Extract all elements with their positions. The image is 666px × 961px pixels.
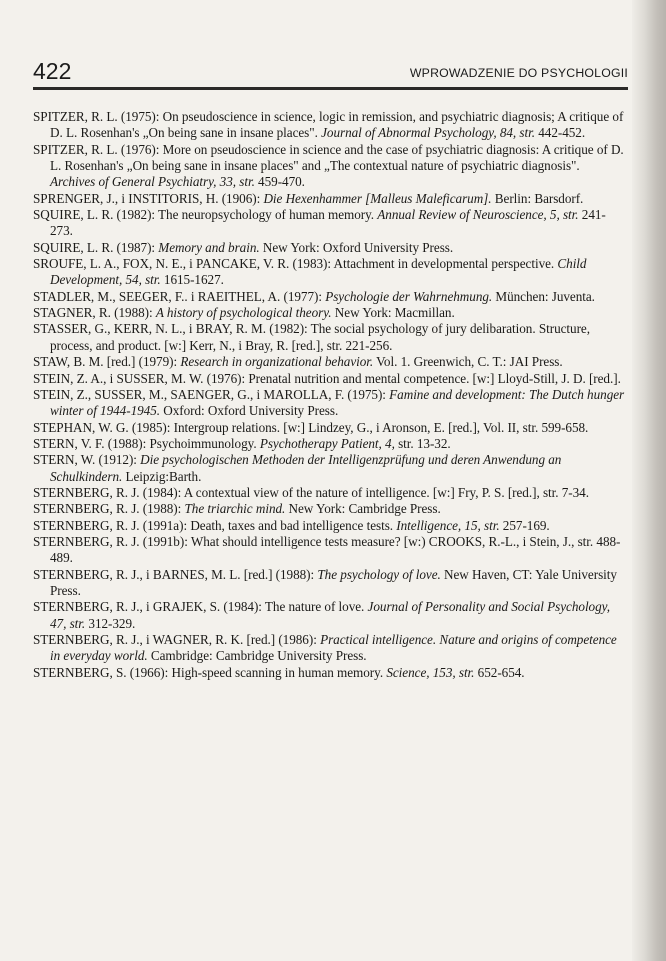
reference-entry [33,256,627,289]
reference-entry [33,518,627,534]
reference-text: SPITZER, R. L. (1975): On pseudoscience in science, logic in remission, and psychiatric diagnosis; A critique of D. L. Rosenhan's „On being sane in insane places". [33,109,624,141]
reference-text: STERNBERG, S. (1966): High-speed scanning in human memory. [33,664,387,680]
reference-text: STERNBERG, R. J. (1988): [33,501,185,517]
reference-text: STEIN, Z. A., i SUSSER, M. W. (1976): Prenatal nutrition and mental competence. [w:] Lloyd-Still, J. D. [red.]. [33,370,621,386]
reference-details: 1615-1627. [160,272,224,288]
reference-list [33,109,627,681]
reference-entry [33,354,627,370]
reference-entry [33,485,627,501]
reference-entry [33,109,627,142]
reference-text: STERNBERG, R. J., i BARNES, M. L. [red.] (1988): [33,566,318,582]
running-head: WPROWADZENIE DO PSYCHOLOGII [409,66,628,80]
reference-italic-title: Psychologie der Wahrnehmung. [325,288,493,304]
reference-text: STAGNER, R. (1988): [33,305,156,321]
reference-details: Oxford: Oxford University Press. [160,403,339,419]
reference-text: SQUIRE, L. R. (1987): [33,239,159,255]
reference-details: New York: Macmillan. [331,305,455,321]
reference-text: STASSER, G., KERR, N. L., i BRAY, R. M. (1982): The social psychology of jury delibaration. Structure, process, and product. [w:] Kerr, N., i Bray, R. [red.], str. 221-256. [33,321,590,353]
reference-details: 442-452. [534,125,586,141]
reference-text: STERNBERG, R. J. (1984): A contextual view of the nature of intelligence. [w:] Fry, P. S. [red.], str. 7-34. [33,484,589,500]
reference-entry [33,142,627,191]
reference-details: Cambridge: Cambridge University Press. [147,648,367,664]
reference-entry [33,191,627,207]
reference-italic-title: Journal of Abnormal Psychology, 84, str. [321,125,535,141]
reference-text: SPRENGER, J., i INSTITORIS, H. (1906): [33,190,264,206]
reference-italic-title: Intelligence, 15, str. [396,517,500,533]
reference-text: STADLER, M., SEEGER, F.. i RAEITHEL, A. (1977): [33,288,326,304]
reference-text: STERNBERG, R. J. (1991a): Death, taxes and bad intelligence tests. [33,517,397,533]
reference-text: SPITZER, R. L. (1976): More on pseudoscience in science and the case of psychiatric diagnosis: A critique of D. L. Rosenhan's „On being sane in insane places" and „The contextual nature of psychiatric diagnosis". [33,141,624,174]
reference-details: 257-169. [499,517,550,533]
reference-text: SROUFE, L. A., FOX, N. E., i PANCAKE, V. R. (1983): Attachment in developmental perspective. [33,256,558,272]
reference-italic-title: A history of psychological theory. [155,305,332,321]
reference-entry [33,567,627,600]
reference-entry [33,599,627,632]
reference-details: 312-329. [85,615,136,631]
reference-details: Vol. 1. Greenwich, C. T.: JAI Press. [373,354,563,370]
reference-entry [33,240,627,256]
reference-text: STEPHAN, W. G. (1985): Intergroup relations. [w:] Lindzey, G., i Aronson, E. [red.], Vol. II, str. 599-658. [33,419,589,435]
page-edge-shadow [632,0,666,961]
reference-details: München: Juventa. [492,288,595,304]
reference-entry [33,305,627,321]
reference-details: 241-273. [50,207,606,239]
reference-italic-title: Archives of General Psychiatry, 33, str. [50,174,255,190]
reference-details: New York: Cambridge Press. [285,501,441,517]
reference-italic-title: Annual Review of Neuroscience, 5, str. [377,207,579,223]
reference-entry [33,371,627,387]
reference-details: Berlin: Barsdorf. [491,190,584,206]
reference-details: New Haven, CT: Yale University Press. [50,566,617,598]
reference-details: 652-654. [474,664,525,680]
reference-italic-title: Famine and development: The Dutch hunger winter of 1944-1945. [50,386,625,419]
reference-details: 459-470. [254,174,305,190]
reference-entry [33,501,627,517]
page-number: 422 [33,58,72,84]
reference-entry [33,452,627,485]
reference-entry [33,387,627,420]
reference-text: STERNBERG, R. J., i WAGNER, R. K. [red.] (1986): [33,632,321,647]
reference-entry [33,632,627,665]
reference-text: SQUIRE, L. R. (1982): The neuropsychology of human memory. [33,207,378,223]
reference-details: New York: Oxford University Press. [259,239,454,255]
reference-italic-title: The psychology of love. [317,566,441,582]
reference-entry [33,436,627,452]
reference-italic-title: Psychotherapy Patient, 4, [259,435,395,451]
reference-entry [33,534,627,567]
page-header [33,58,628,84]
reference-italic-title: Child Development, 54, str. [50,256,587,288]
reference-details: str. 13-32. [394,435,451,451]
reference-text: STAW, B. M. [red.] (1979): [33,354,181,370]
reference-details: Leipzig:Barth. [122,468,202,484]
reference-entry [33,289,627,305]
reference-italic-title: Journal of Personality and Social Psychology, 47, str. [50,599,610,631]
reference-text: STEIN, Z., SUSSER, M., SAENGER, G., i MAROLLA, F. (1975): [33,386,390,402]
reference-entry [33,420,627,436]
reference-italic-title: Science, 153, str. [386,664,475,680]
reference-italic-title: The triarchic mind. [184,501,286,517]
reference-italic-title: Practical intelligence. Nature and origins of competence in everyday world. [50,632,617,664]
reference-italic-title: Memory and brain. [158,239,260,255]
reference-text: STERN, W. (1912): [33,452,141,468]
reference-italic-title: Die Hexenhammer [Malleus Maleficarum]. [263,190,492,206]
reference-entry [33,321,627,354]
reference-text: STERN, V. F. (1988): Psychoimmunology. [33,435,260,451]
reference-italic-title: Research in organizational behavior. [180,354,374,370]
reference-entry [33,665,627,681]
reference-entry [33,207,627,240]
reference-text: STERNBERG, R. J., i GRAJEK, S. (1984): The nature of love. [33,599,368,615]
reference-italic-title: Die psychologischen Methoden der Intelligenzprüfung und deren Anwendung an Schulkindern. [50,452,562,484]
reference-text: STERNBERG, R. J. (1991b): What should intelligence tests measure? [w:) CROOKS, R.-L., i Stein, J., str. 488-489. [33,533,621,566]
header-rule [33,87,628,90]
